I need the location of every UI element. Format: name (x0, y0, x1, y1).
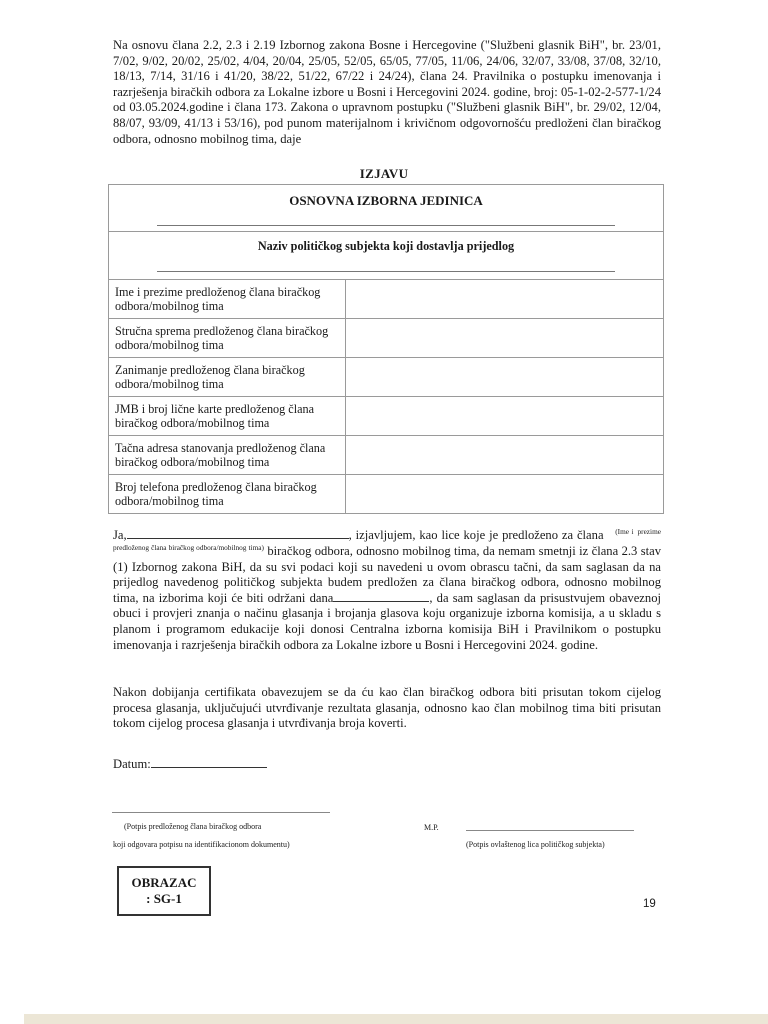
intro-paragraph: Na osnovu člana 2.2, 2.3 i 2.19 Izbornog zakona Bosne i Hercegovine ("Službeni glasnik BiH", br. 23/01, 7/02, 9/02, 20/02, 25/02, 4/04, 20/04, 25/05, 52/05, 65/05, 77/05, 11/06, 24/06, 32/07, 33/08, 37/08, 32/10, 18/13, 7/14, 31/16 i 41/20, 38/22, 51/22, 67/22 i 24/24), člana 24. Pravilnika o postupku imenovanja i razrješenja biračkih odbora za Lokalne izbore u Bosni i Hercegovini 2024. godine, broj: 05-1-02-2-577-1/24 od 03.05.2024.godine i člana 173. Zakona o upravnom postupku ("Službeni glasnik BiH", br. 29/02, 12/04, 88/07, 93/09, 41/13 i 53/16), pod punom materijalnom i krivičnom odgovornošću predloženi član biračkog odbora, odnosno mobilnog tima, daje (113, 38, 661, 146)
address-field[interactable] (345, 436, 663, 475)
member-signature-caption-2: koji odgovara potpisu na identifikacionom dokumentu) (113, 840, 290, 849)
election-date-blank[interactable] (333, 591, 429, 602)
declaration-paragraph (113, 528, 661, 653)
document-heading: IZJAVU (359, 166, 409, 181)
subject-signature-caption: (Potpis ovlaštenog lica političkog subjekta) (466, 840, 605, 849)
declaration-part1: , izjavljujem, kao lice koje je predloženo za člana (348, 528, 604, 543)
id-number-field[interactable] (345, 397, 663, 436)
date-blank[interactable] (151, 757, 267, 768)
declaration-part2: biračkog odbora, odnosno mobilnog tima, da nemam smetnji iz člana 2.3 stav (1) Izbornog zakona BiH, da su svi podaci koji su navedeni u ovom obrascu tačni, da sam saglasan da na prijedlog navedenog političkog subjekta budem predložen za člana biračkog odbora, odnosno mobilnog tima, na izborima koji će biti održani dana (113, 543, 661, 605)
phone-field[interactable] (345, 475, 663, 514)
row-label: Zanimanje predloženog člana biračkog odbora/mobilnog tima (109, 358, 345, 397)
form-separator (109, 231, 663, 232)
row-label: JMB i broj lične karte predloženog člana biračkog odbora/mobilnog tima (109, 397, 345, 436)
table-row (109, 358, 663, 397)
row-label: Ime i prezime predloženog člana biračkog odbora/mobilnog tima (109, 280, 345, 319)
stamp-label: M.P. (424, 823, 439, 832)
date-label: Datum: (113, 757, 151, 771)
electoral-unit-label: OSNOVNA IZBORNA JEDINICA (289, 193, 483, 208)
form-code-line1: OBRAZAC (131, 875, 197, 890)
declaration-part3: , da sam saglasan da prisustvujem obaveznoj obuci i provjeri znanja o načinu glasanja i brojanja glasova koju organizuje izborna komisija, a u skladu s planom i programom edukacije koji donosi Centralna izborna komisija BiH i Pravilnikom o postupku imenovanja i razrješenja biračkih odbora za Lokalne izbore u Bosni i Hercegovini 2024. godine. (113, 590, 661, 652)
electoral-unit-input-line[interactable] (157, 225, 615, 226)
row-label: Tačna adresa stanovanja predloženog člana biračkog odbora/mobilnog tima (109, 436, 345, 475)
table-row (109, 319, 663, 358)
member-signature-line[interactable] (112, 812, 330, 813)
name-hint-b: prezime predloženog člana biračkog odbora/mobilnog tima) (113, 527, 661, 552)
certificate-paragraph: Nakon dobijanja certifikata obavezujem se da ću kao član biračkog odbora biti prisutan tokom cijelog procesa glasanja, uključujući utvrđivanje rezultata glasanja, odnosno kao član mobilnog tima biti prisutan tokom cijelog procesa glasanja i utvrđivanja broja koverti. (113, 685, 661, 731)
full-name-field[interactable] (345, 280, 663, 319)
member-details-table (109, 279, 663, 514)
declaration-form-table (108, 184, 664, 514)
row-label: Stručna sprema predloženog člana biračkog odbora/mobilnog tima (109, 319, 345, 358)
table-row (109, 397, 663, 436)
row-label: Broj telefona predloženog člana biračkog odbora/mobilnog tima (109, 475, 345, 514)
name-hint-a: (Ime i (615, 527, 634, 536)
page-bottom-band (24, 1014, 768, 1024)
member-signature-caption-1: (Potpis predloženog člana biračkog odbora (124, 822, 262, 831)
table-row (109, 280, 663, 319)
form-code-line2: : SG-1 (146, 891, 182, 906)
table-row (109, 475, 663, 514)
occupation-field[interactable] (345, 358, 663, 397)
political-subject-input-line[interactable] (157, 271, 615, 272)
table-row (109, 436, 663, 475)
member-name-blank[interactable] (127, 528, 349, 539)
political-subject-label: Naziv političkog subjekta koji dostavlja prijedlog (257, 239, 515, 253)
form-code-box (117, 866, 211, 916)
declaration-ja: Ja, (113, 528, 127, 543)
page-number: 19 (643, 898, 656, 910)
qualification-field[interactable] (345, 319, 663, 358)
subject-signature-line[interactable] (466, 830, 634, 831)
date-row (113, 757, 267, 772)
